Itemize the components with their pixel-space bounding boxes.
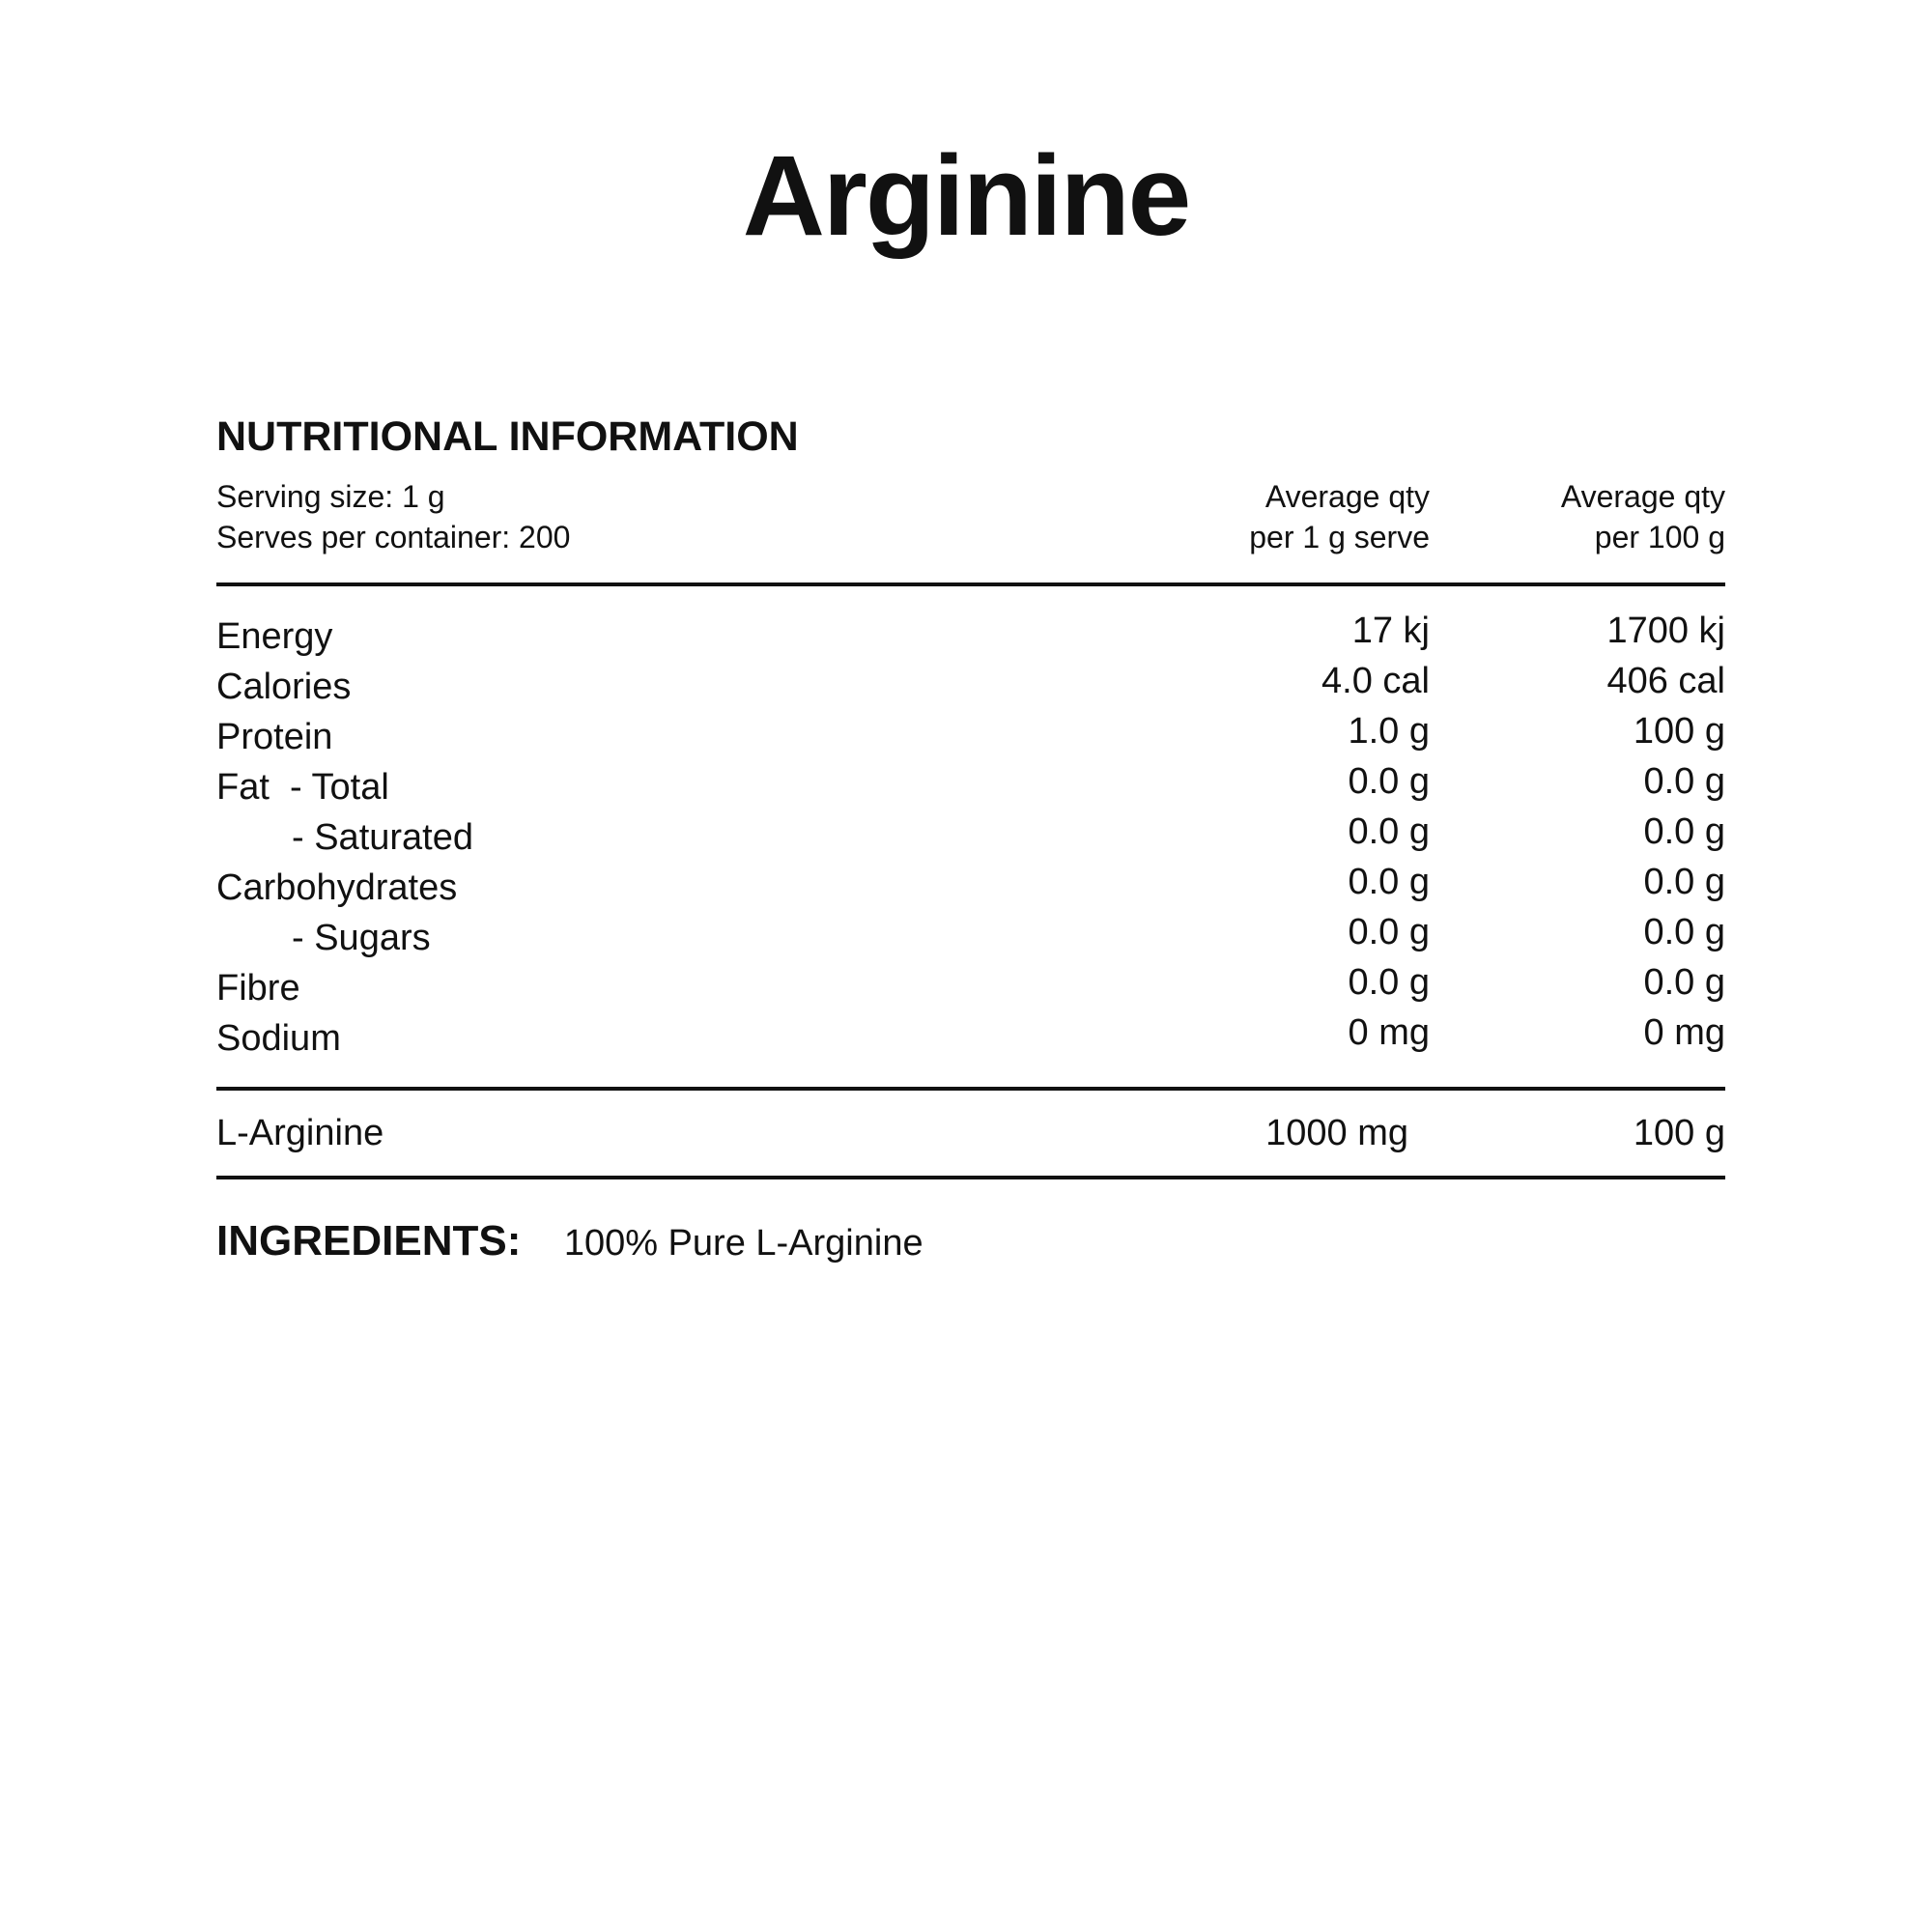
nutrient-per-100g: 0.0 g (1643, 912, 1725, 952)
nutrient-per-serve: 0.0 g (1348, 912, 1430, 952)
nutrient-label: - Sugars (292, 918, 431, 958)
nutrient-label: Energy (216, 616, 333, 657)
divider-bottom (216, 1176, 1725, 1179)
nutrient-label: Carbohydrates (216, 867, 458, 908)
nutrient-label: L-Arginine (216, 1113, 384, 1153)
divider-top (216, 582, 1725, 586)
column-header-per-100g (1561, 476, 1725, 557)
ingredients-label: INGREDIENTS: (216, 1217, 522, 1264)
nutrient-per-serve: 0.0 g (1348, 761, 1430, 802)
nutrient-per-serve: 4.0 cal (1321, 661, 1430, 701)
nutrient-row-l-arginine (216, 1091, 1725, 1176)
nutrient-per-100g: 0.0 g (1643, 761, 1725, 802)
column-header-per-serve-line1: Average qty (1264, 479, 1430, 514)
nutrient-per-serve: 1.0 g (1348, 711, 1430, 752)
nutrient-row-sugars (216, 913, 1725, 963)
nutrient-list (216, 611, 1725, 1064)
nutrient-per-serve: 0.0 g (1348, 811, 1430, 852)
nutrition-panel (216, 411, 1725, 1270)
nutrient-per-100g: 0 mg (1643, 1012, 1725, 1053)
nutrient-per-serve: 1000 mg (1265, 1113, 1408, 1153)
column-header-per-100g-line1: Average qty (1560, 479, 1725, 514)
nutrient-per-100g: 100 g (1633, 711, 1725, 752)
serving-size: Serving size: 1 g (216, 479, 445, 514)
ingredients (216, 1212, 1725, 1270)
nutrient-per-100g: 0.0 g (1643, 962, 1725, 1003)
nutrient-per-100g: 100 g (1633, 1113, 1725, 1153)
nutrition-heading: NUTRITIONAL INFORMATION (216, 413, 799, 460)
nutrient-per-serve: 0.0 g (1348, 962, 1430, 1003)
nutrient-row-fibre (216, 963, 1725, 1013)
nutrient-label: - Saturated (292, 817, 473, 858)
nutrient-label: Fat - Total (216, 767, 389, 808)
column-header-per-100g-line2: per 100 g (1594, 520, 1725, 554)
nutrient-label: Calories (216, 667, 352, 707)
nutrient-label: Sodium (216, 1018, 341, 1059)
serving-details (216, 476, 570, 557)
nutrient-per-100g: 0.0 g (1643, 862, 1725, 902)
serving-info (216, 476, 1725, 561)
nutrient-row-calories (216, 662, 1725, 712)
nutrient-per-100g: 406 cal (1606, 661, 1725, 701)
nutrient-label: Protein (216, 717, 333, 757)
nutrient-per-serve: 0 mg (1348, 1012, 1430, 1053)
nutrient-label: Fibre (216, 968, 300, 1009)
ingredients-value: 100% Pure L-Arginine (563, 1223, 923, 1264)
serves-per-container: Serves per container: 200 (216, 520, 571, 554)
nutrient-per-serve: 0.0 g (1348, 862, 1430, 902)
nutrient-row-protein (216, 712, 1725, 762)
column-header-per-serve-line2: per 1 g serve (1249, 520, 1430, 554)
nutrient-row-sodium (216, 1013, 1725, 1064)
nutrient-row-saturated (216, 812, 1725, 863)
nutrient-row-fat-total (216, 762, 1725, 812)
column-header-per-serve (1249, 476, 1430, 557)
nutrient-per-100g: 0.0 g (1643, 811, 1725, 852)
nutrient-per-100g: 1700 kj (1606, 611, 1725, 651)
nutrient-row-energy (216, 611, 1725, 662)
nutrient-per-serve: 17 kj (1351, 611, 1430, 651)
page-title: Arginine (742, 132, 1190, 260)
nutrient-row-carbohydrates (216, 863, 1725, 913)
